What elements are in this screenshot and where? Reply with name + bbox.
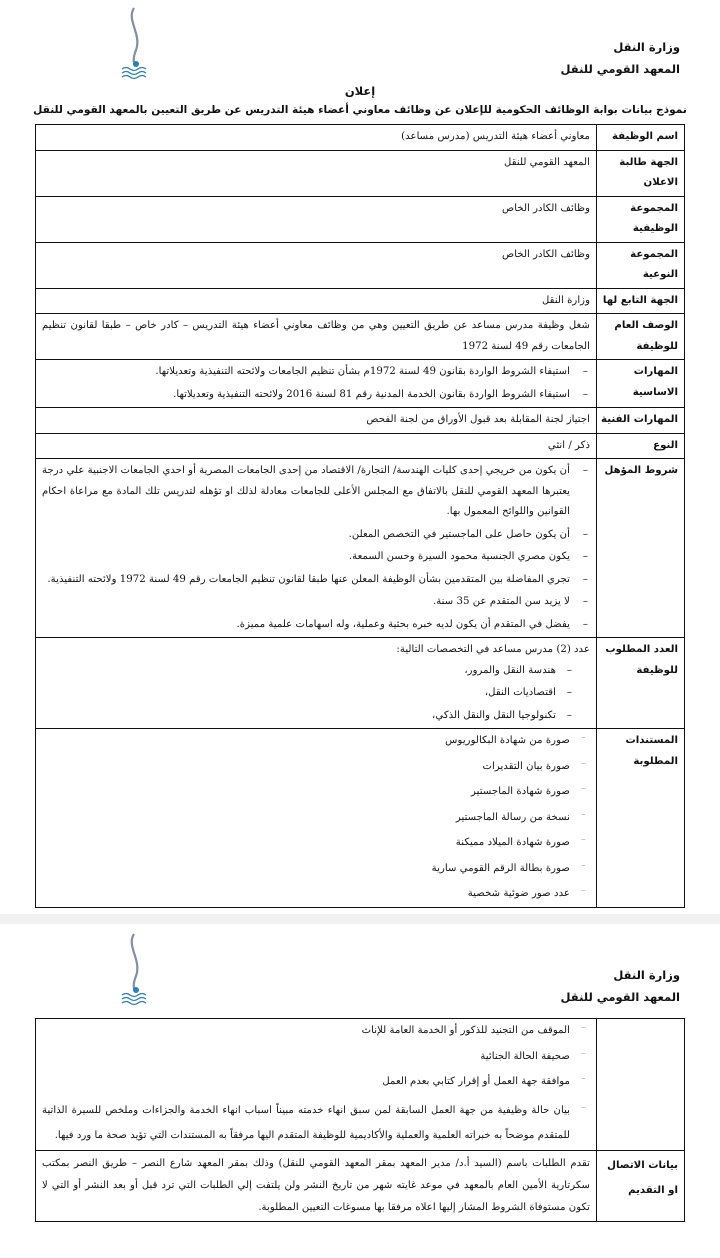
- row-label: العدد المطلوب للوظيفة: [597, 638, 685, 729]
- announcement-title: إعلان: [344, 84, 376, 98]
- institute-name: المعهد القومي للنقل: [560, 62, 680, 76]
- table-row-job-group: [36, 196, 685, 242]
- row-label: المجموعة النوعية: [597, 242, 685, 288]
- list-item: – يفضل في المتقدم أن يكون لديه خبره بحثية وعملية، وله اسهامات علمية مميزة.: [42, 615, 590, 636]
- table-row-qualification: [36, 459, 685, 638]
- table-row-requesting-entity: [36, 150, 685, 196]
- table-row-contact: [36, 1150, 685, 1221]
- list-item: – أن يكون حاصل على الماجستير في التخصص المعلن.: [42, 525, 590, 546]
- row-label: بيانات الاتصال او التقديم: [597, 1150, 685, 1221]
- row-label-empty: [597, 1019, 685, 1151]
- row-label: المستندات المطلوبة: [597, 729, 685, 908]
- institute-logo: [66, 6, 156, 82]
- table-row-technical-skills: [36, 408, 685, 434]
- row-value: معاوني أعضاء هيئة التدريس (مدرس مساعد): [36, 125, 597, 151]
- row-label: اسم الوظيفة: [597, 125, 685, 151]
- specializations-list: [42, 661, 590, 727]
- logo-emblem-icon: [66, 932, 156, 1008]
- row-value: وظائف الكادر الخاص: [36, 196, 597, 242]
- list-item: ⁻ صورة بيان التقديرات: [42, 757, 590, 778]
- table-row-job-name: [36, 125, 685, 151]
- list-item: ⁻ موافقة جهة العمل أو إقرار كتابي بعدم العمل: [42, 1072, 590, 1093]
- list-item: – اقتصاديات النقل،: [42, 683, 576, 704]
- basic-skills-list: [42, 362, 590, 405]
- table-row-gender: [36, 433, 685, 459]
- list-item: – استيفاء الشروط الواردة بقانون الخدمة المدنية رقم 81 لسنة 2016 ولائحته التنفيذية وتعديلاتها.: [42, 385, 590, 406]
- header-ministry-block: [561, 964, 680, 1008]
- row-value: شغل وظيفة مدرس مساعد عن طريق التعيين وهي من وظائف معاوني أعضاء هيئة التدريس – كادر خاص – طبقا لقانون تنظيم الجامعات رقم 49 لسنة 1972: [36, 314, 597, 360]
- list-item: ⁻ صحيفة الحالة الجنائية: [42, 1047, 590, 1068]
- ministry-name: وزارة النقل: [613, 968, 680, 982]
- institute-logo: [66, 932, 156, 1008]
- row-value: المعهد القومي للنقل: [36, 150, 597, 196]
- list-item: – استيفاء الشروط الواردة بقانون 49 لسنة 1972م بشأن تنظيم الجامعات ولائحته التنفيذية وتعديلاتها.: [42, 362, 590, 383]
- row-label: الجهة طالبة الاعلان: [597, 150, 685, 196]
- list-item: – تجري المفاضلة بين المتقدمين بشأن الوظيفة المعلن عنها طبقا لقانون تنظيم الجامعات رقم 49 لسنة 1972 ولائحته التنفيذية.: [42, 570, 590, 591]
- job-data-table: [35, 124, 685, 908]
- list-item: ⁻ صورة شهادة الماجستير: [42, 782, 590, 803]
- qualification-list: [42, 461, 590, 635]
- list-item: ⁻ نسخة من رسالة الماجستير: [42, 808, 590, 829]
- list-item: – يكون مصري الجنسية محمود السيرة وحسن السمعة.: [42, 547, 590, 568]
- row-label: المهارات الفنية: [597, 408, 685, 434]
- logo-emblem-icon: [66, 6, 156, 82]
- row-value: اجتياز لجنة المقابلة بعد قبول الأوراق من لجنة الفحص: [36, 408, 597, 434]
- required-number-intro: عدد (2) مدرس مساعد في التخصصات التالية:: [396, 644, 590, 655]
- list-item: ⁻ صورة شهادة الميلاد مميكنة: [42, 833, 590, 854]
- documents-list: [42, 731, 590, 905]
- row-label: المجموعة الوظيفية: [597, 196, 685, 242]
- row-label: المهارات الاساسية: [597, 360, 685, 408]
- table-row-basic-skills: [36, 360, 685, 408]
- row-value: تقدم الطلبات باسم (السيد أ.د/ مدير المعهد بمقر المعهد القومي للنقل) وذلك بمقر المعهد شارع النصر – طريق النصر بمكتب سكرتارية الأمين العام بالمعهد في موعد غايته شهر من تاريخ النشر ولن يلتفت إلي الطلبات التي ترد قبل أو بعد النشر أو التي لا تكون مستوفاة الشروط المشار إليها اعلاه مرفقا بها مسوغات التعيين المطلوبة.: [36, 1150, 597, 1221]
- list-item: ⁻ صورة من شهادة البكالوريوس: [42, 731, 590, 752]
- ministry-name: وزارة النقل: [613, 40, 680, 54]
- job-data-table-continued: [35, 1018, 685, 1222]
- list-item: ⁻ بيان حالة وظيفية من جهة العمل السابقة لمن سبق انهاء خدمته مبيناً اسباب انهاء الخدمة والجزاءات وملخص للسيرة الذاتية للمتقدم موضحاً به خبراته العلمية والعملية والأكاديمية للوظيفة المتقدم اليها مرفقاً به المستندات التي تؤيد صحة ما ورد فيها.: [42, 1098, 590, 1148]
- list-item: – لا يزيد سن المتقدم عن 35 سنة.: [42, 592, 590, 613]
- list-item: ⁻ صورة بطالة الرقم القومي سارية: [42, 859, 590, 880]
- documents-list-continued: [42, 1021, 590, 1148]
- row-value: وظائف الكادر الخاص: [36, 242, 597, 288]
- row-label: النوع: [597, 433, 685, 459]
- row-label: الجهة التابع لها: [597, 288, 685, 314]
- list-item: – أن يكون من خريجي إحدى كليات الهندسة/ التجارة/ الاقتصاد من إحدى الجامعات المصرية أو احدي الجامعات الاجنبية علي درجة يعتبرها المعهد القومي للنقل بالاتفاق مع المجلس الأعلى للجامعات معادلة لذلك او تؤهله لتدريس تلك المادة مع مراعاة احكام القوانين واللوائح المعمول بها.: [42, 461, 590, 523]
- list-item: – هندسة النقل والمرور،: [42, 661, 576, 682]
- form-title: نموذج بيانات بوابة الوظائف الحكومية للإعلان عن وظائف معاوني أعضاء هيئة التدريس عن طريق التعيين بالمعهد القومي للنقل: [33, 104, 687, 116]
- list-item: ⁻ الموقف من التجنيد للذكور أو الخدمة العامة للإناث: [42, 1021, 590, 1042]
- row-label: شروط المؤهل: [597, 459, 685, 638]
- table-row-required-documents: [36, 729, 685, 908]
- institute-name: المعهد القومي للنقل: [560, 990, 680, 1004]
- page-separator: [0, 914, 720, 924]
- list-item: – تكنولوجيا النقل والنقل الذكي،: [42, 706, 576, 727]
- table-row-general-description: [36, 314, 685, 360]
- table-row-affiliated-entity: [36, 288, 685, 314]
- header-ministry-block: [561, 36, 680, 80]
- row-value: ذكر / انثي: [36, 433, 597, 459]
- row-label: الوصف العام للوظيفة: [597, 314, 685, 360]
- table-row-qualitative-group: [36, 242, 685, 288]
- table-row-required-number: [36, 638, 685, 729]
- document-page-2: [0, 924, 720, 1258]
- row-value: وزارة النقل: [36, 288, 597, 314]
- table-row-documents-continued: [36, 1019, 685, 1151]
- list-item: ⁻ عدد صور ضوئية شخصية: [42, 884, 590, 905]
